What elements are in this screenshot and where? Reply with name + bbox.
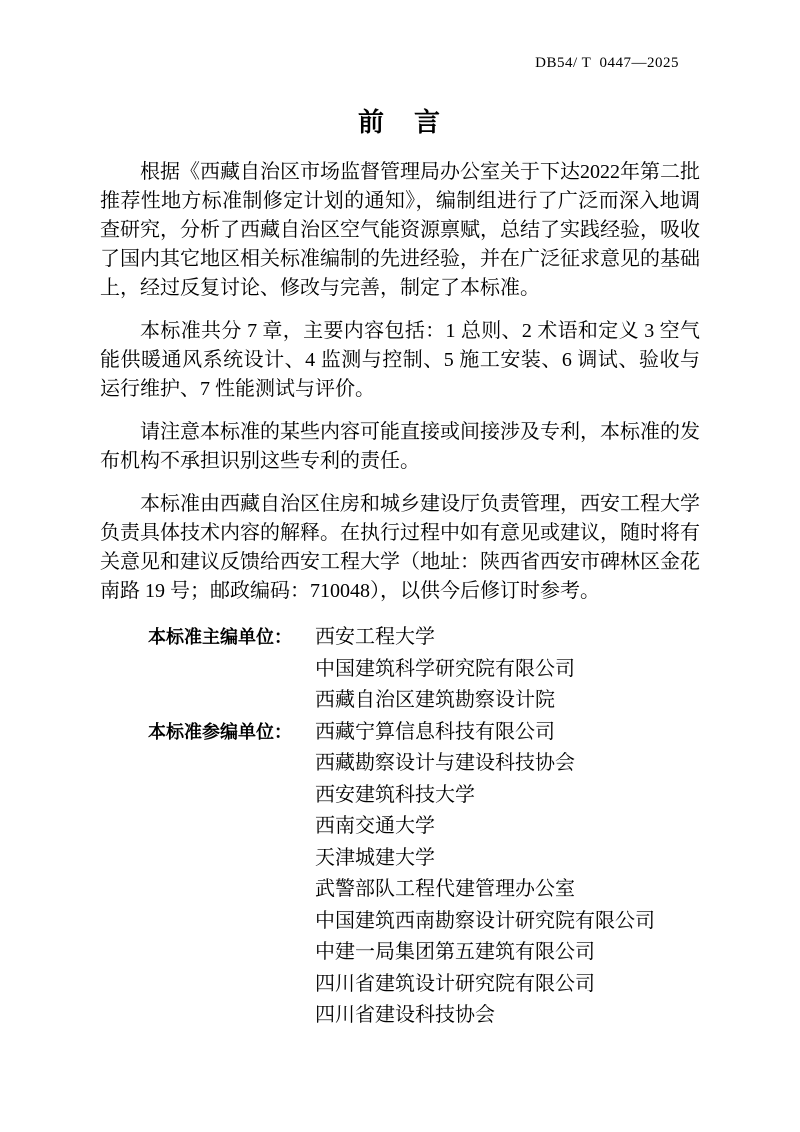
foreword-paragraph-management: 本标准由西藏自治区住房和城乡建设厅负责管理，西安工程大学负责具体技术内容的解释。在执行过程中如有意见或建议，随时将有关意见和建议反馈给西安工程大学（地址：陕西省西安市碑林区金花南路 19 号；邮政编码：710048），以供今后修订时参考。 bbox=[100, 493, 700, 602]
org-unit-item: 西安工程大学 bbox=[315, 626, 435, 648]
foreword-body bbox=[0, 158, 800, 1032]
org-unit-item: 四川省建筑设计研究院有限公司 bbox=[315, 972, 595, 995]
participant-editor-units bbox=[315, 717, 700, 1032]
chief-editor-row bbox=[148, 622, 700, 717]
org-unit-item: 西南交通大学 bbox=[315, 815, 435, 837]
org-unit-item: 西藏自治区建筑勘察设计院 bbox=[315, 689, 555, 711]
chief-editor-label: 本标准主编单位： bbox=[148, 627, 292, 647]
org-unit-item: 中国建筑西南勘察设计研究院有限公司 bbox=[315, 909, 655, 932]
org-unit-item: 四川省建设科技协会 bbox=[315, 1004, 495, 1026]
foreword-paragraph-patent-notice: 请注意本标准的某些内容可能直接或间接涉及专利，本标准的发布机构不承担识别这些专利的责任。 bbox=[100, 421, 700, 472]
foreword-paragraph-basis: 根据《西藏自治区市场监督管理局办公室关于下达2022年第二批推荐性地方标准制修定计划的通知》，编制组进行了广泛而深入地调查研究，分析了西藏自治区空气能资源禀赋，总结了实践经验，吸收了国内其它地区相关标准编制的先进经验，并在广泛征求意见的基础上，经过反复讨论、修改与完善，制定了本标准。 bbox=[100, 161, 700, 299]
org-unit-item: 西安建筑科技大学 bbox=[315, 783, 475, 806]
page-title: 前 言 bbox=[357, 107, 442, 137]
org-unit-item: 西藏宁算信息科技有限公司 bbox=[315, 720, 555, 743]
org-unit-item: 武警部队工程代建管理办公室 bbox=[315, 878, 575, 900]
participant-editor-row bbox=[148, 717, 700, 1032]
org-unit-item: 天津城建大学 bbox=[315, 846, 435, 869]
participant-editor-label: 本标准参编单位： bbox=[148, 721, 292, 742]
org-unit-item: 中国建筑科学研究院有限公司 bbox=[315, 657, 575, 680]
editor-units-section bbox=[100, 622, 700, 1032]
standard-code-header: DB54/ T 0447—2025 bbox=[535, 55, 679, 71]
org-unit-item: 中建一局集团第五建筑有限公司 bbox=[315, 941, 595, 963]
foreword-paragraph-contents: 本标准共分 7 章，主要内容包括：1 总则、2 术语和定义 3 空气能供暖通风系统设计、4 监测与控制、5 施工安装、6 调试、验收与运行维护、7 性能测试与评价。 bbox=[100, 320, 700, 400]
chief-editor-units bbox=[315, 622, 700, 717]
org-unit-item: 西藏勘察设计与建设科技协会 bbox=[315, 752, 575, 774]
